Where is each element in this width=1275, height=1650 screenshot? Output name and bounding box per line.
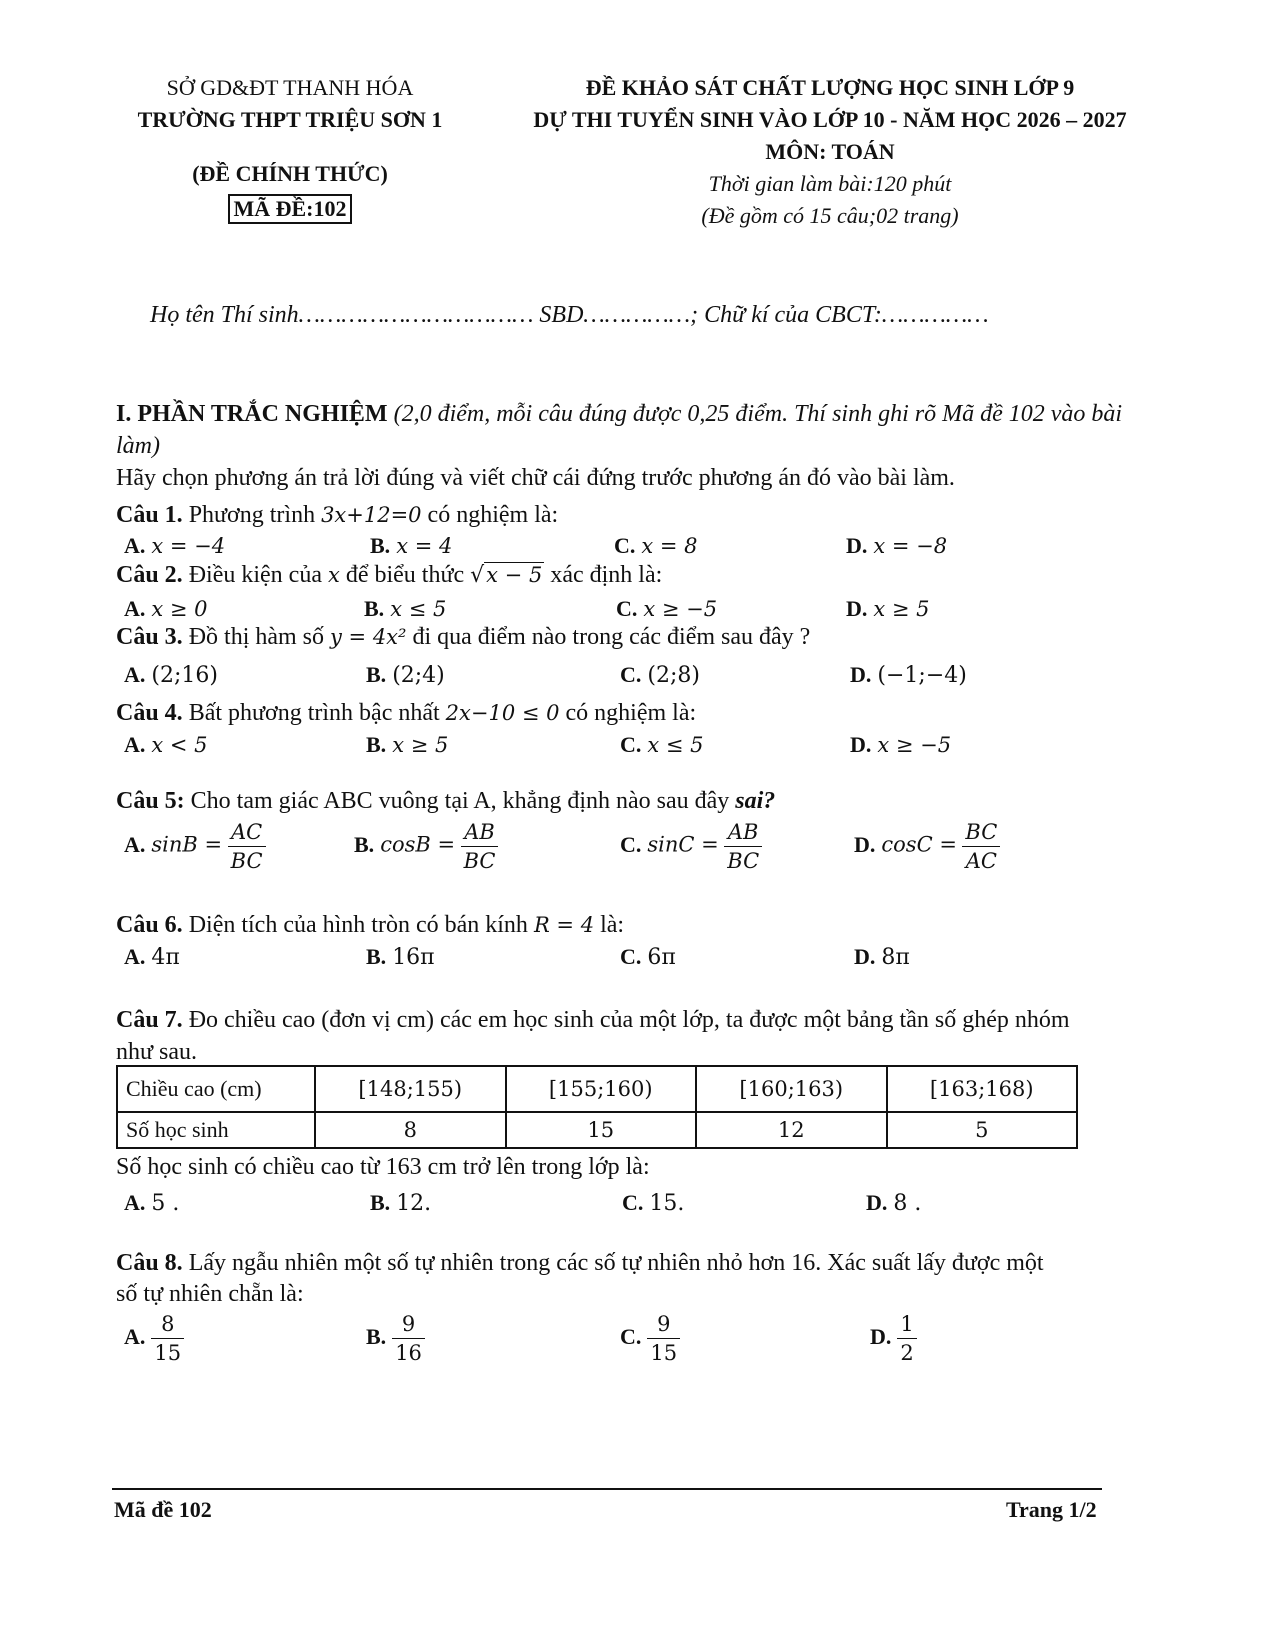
q4-option-d: D. x ≥ −5: [850, 732, 952, 757]
q7-option-b: B. 12.: [370, 1190, 432, 1216]
table-cell: [155;160): [506, 1066, 697, 1112]
frequency-table: [116, 1065, 1078, 1149]
footer-page-number: Trang 1/2: [1006, 1497, 1097, 1522]
page-count: (Đề gồm có 15 câu;02 trang): [701, 203, 959, 228]
question-text: Diện tích của hình tròn có bán kính: [188, 912, 528, 938]
question-number: Câu 7.: [116, 1007, 183, 1033]
table-cell: [160;163): [696, 1066, 887, 1112]
q1-option-b: B. x = 4: [370, 533, 453, 558]
question-3: [116, 624, 810, 651]
q5-option-d: D. cosC = $\frac{BC}{AC}$: [854, 820, 1000, 873]
math-expression: 2x−10 ≤ 0: [445, 701, 560, 725]
department: SỞ GD&ĐT THANH HÓA: [166, 75, 414, 100]
question-text: Cho tam giác ABC vuông tại A, khẳng định nào sau đây: [190, 788, 730, 814]
row-header: Chiều cao (cm): [117, 1066, 315, 1112]
q5-option-c: C. sinC = $\frac{AB}{BC}$: [620, 820, 762, 873]
question-7-prompt: Số học sinh có chiều cao từ 163 cm trở lên trong lớp là:: [116, 1154, 650, 1180]
official-label: (ĐỀ CHÍNH THỨC): [192, 161, 388, 186]
q2-option-c: C. x ≥ −5: [616, 596, 718, 621]
header-right: [480, 72, 1180, 232]
q4-option-b: B. x ≥ 5: [366, 732, 449, 757]
question-2: [116, 562, 662, 589]
q6-option-a: A. 4π: [124, 944, 180, 970]
question-text: Đồ thị hàm số: [188, 624, 325, 650]
question-number: Câu 6.: [116, 912, 183, 938]
section-title: I. PHẦN TRẮC NGHIỆM: [116, 401, 388, 427]
q6-option-d: D. 8π: [854, 944, 910, 970]
q1-option-c: C. x = 8: [614, 533, 698, 558]
table-row: [117, 1112, 1077, 1148]
question-6: [116, 912, 624, 939]
question-8-line-2: số tự nhiên chẵn là:: [116, 1281, 304, 1307]
q2-option-a: A. x ≥ 0: [124, 596, 208, 621]
section-multiple-choice: [116, 398, 1166, 494]
exam-title-2: DỰ THI TUYỂN SINH VÀO LỚP 10 - NĂM HỌC 2026 – 2027: [533, 107, 1127, 132]
q8-option-d: D. $\frac{1}{2}$: [870, 1312, 917, 1365]
question-8: [116, 1250, 1044, 1277]
question-number: Câu 4.: [116, 700, 183, 726]
math-expression: R = 4: [533, 913, 595, 937]
table-cell: [148;155): [315, 1066, 506, 1112]
question-text: để biểu thức: [345, 562, 465, 588]
variable: x: [327, 563, 340, 587]
question-text: đi qua điểm nào trong các điểm sau đây ?: [412, 624, 811, 650]
q1-option-a: A. x = −4: [124, 533, 226, 558]
section-note: (2,0 điểm, mỗi câu đúng được 0,25 điểm. Thí sinh ghi rõ Mã đề 102 vào bài làm): [116, 401, 1123, 459]
table-cell: 15: [506, 1112, 697, 1148]
table-cell: 5: [887, 1112, 1078, 1148]
question-text: xác định là:: [550, 562, 663, 588]
math-expression: y = 4x²: [330, 625, 407, 649]
table-cell: 12: [696, 1112, 887, 1148]
q3-option-c: C. (2;8): [620, 662, 700, 688]
q6-option-b: B. 16π: [366, 944, 435, 970]
question-text: Bất phương trình bậc nhất: [188, 700, 440, 726]
q3-option-d: D. (−1;−4): [850, 662, 967, 688]
q6-option-c: C. 6π: [620, 944, 676, 970]
q5-option-a: A. sinB = $\frac{AC}{BC}$: [124, 820, 266, 873]
q7-option-a: A. 5 .: [124, 1190, 180, 1216]
table-cell: [163;168): [887, 1066, 1078, 1112]
q8-option-c: C. $\frac{9}{15}$: [620, 1312, 680, 1365]
q7-option-d: D. 8 .: [866, 1190, 922, 1216]
question-text: Phương trình: [188, 502, 316, 528]
table-row: [117, 1066, 1077, 1112]
exam-code-box: MÃ ĐỀ:102: [228, 194, 351, 224]
math-expression: 3x+12=0: [321, 503, 422, 527]
question-number: Câu 2.: [116, 562, 183, 588]
emphasis-word: sai?: [735, 788, 776, 814]
question-text: có nghiệm là:: [427, 502, 559, 528]
q4-option-c: C. x ≤ 5: [620, 732, 704, 757]
question-7: [116, 1004, 1096, 1068]
q3-option-a: A. (2;16): [124, 662, 218, 688]
q4-option-a: A. x < 5: [124, 732, 208, 757]
row-header: Số học sinh: [117, 1112, 315, 1148]
question-4: [116, 700, 696, 727]
school-name: TRƯỜNG THPT TRIỆU SƠN 1: [137, 107, 443, 132]
exam-title-1: ĐỀ KHẢO SÁT CHẤT LƯỢNG HỌC SINH LỚP 9: [585, 75, 1075, 100]
question-number: Câu 3.: [116, 624, 183, 650]
question-text: có nghiệm là:: [565, 700, 697, 726]
question-text: Đo chiều cao (đơn vị cm) các em học sinh của một lớp, ta được một bảng tần số ghép nhóm như sau.: [116, 1007, 1070, 1065]
question-text: Điều kiện của: [188, 562, 322, 588]
header-left: [100, 72, 480, 225]
q7-option-c: C. 15.: [622, 1190, 685, 1216]
question-text: là:: [600, 912, 625, 938]
q3-option-b: B. (2;4): [366, 662, 445, 688]
table-cell: 8: [315, 1112, 506, 1148]
sqrt-expression: √x − 5: [470, 563, 543, 588]
section-instruction: Hãy chọn phương án trả lời đúng và viết chữ cái đứng trước phương án đó vào bài làm.: [116, 465, 955, 491]
question-number: Câu 1.: [116, 502, 183, 528]
question-5: [116, 788, 775, 815]
q8-option-a: A. $\frac{8}{15}$: [124, 1312, 184, 1365]
subject: MÔN: TOÁN: [765, 139, 895, 164]
question-number: Câu 5:: [116, 788, 185, 814]
footer-exam-code: Mã đề 102: [114, 1497, 212, 1522]
question-1: [116, 502, 558, 529]
q2-option-b: B. x ≤ 5: [364, 596, 447, 621]
q8-option-b: B. $\frac{9}{16}$: [366, 1312, 425, 1365]
question-number: Câu 8.: [116, 1250, 183, 1276]
candidate-info-line: Họ tên Thí sinh…………………………… SBD……………; Chữ kí của CBCT:……………: [150, 302, 989, 328]
question-text: Lấy ngẫu nhiên một số tự nhiên trong các số tự nhiên nhỏ hơn 16. Xác suất lấy được một: [188, 1250, 1044, 1276]
q1-option-d: D. x = −8: [846, 533, 948, 558]
q5-option-b: B. cosB = $\frac{AB}{BC}$: [354, 820, 498, 873]
time-limit: Thời gian làm bài:120 phút: [708, 171, 952, 196]
q2-option-d: D. x ≥ 5: [846, 596, 930, 621]
footer-divider: [112, 1488, 1102, 1490]
